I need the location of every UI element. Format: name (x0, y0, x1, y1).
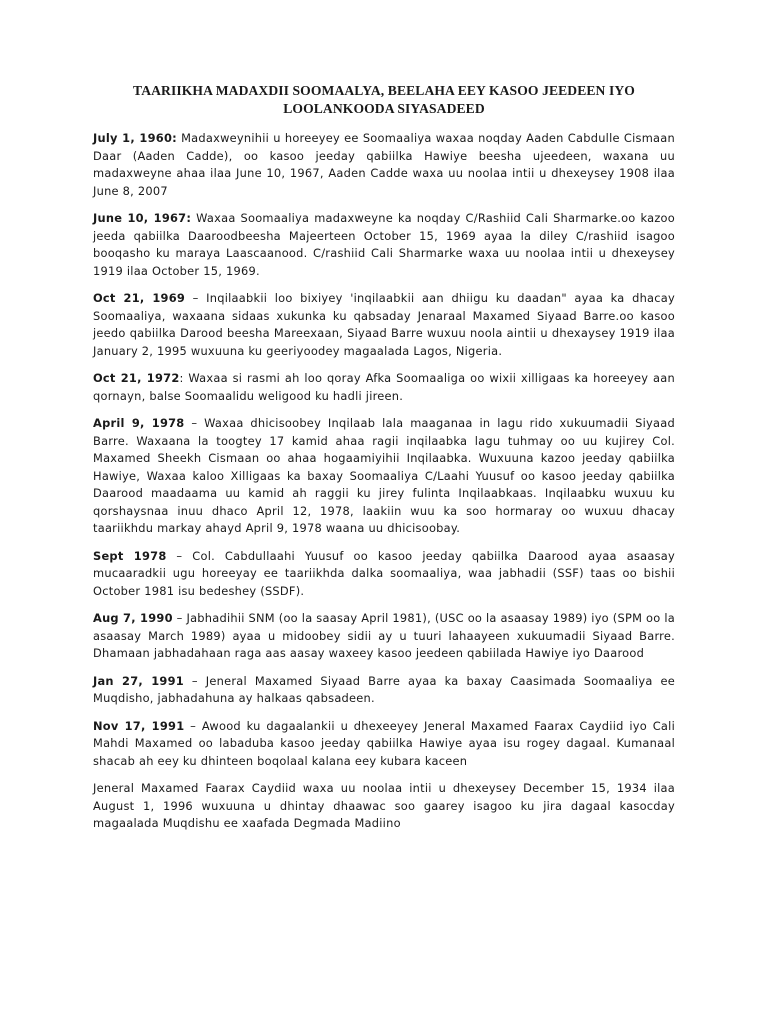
entry-text: – Awood ku dagaalankii u dhexeeyey Jeneral Maxamed Faarax Caydiid iyo Cali Mahdi Maxamed oo labaduba kasoo jeeday qabiilka Hawiye ayaa isu rogey dagaal. Kumanaal shacab ah eey ku dhinteen boqolaal kalana eey kubara kaceen (93, 718, 675, 768)
entry-text: Jeneral Maxamed Faarax Caydiid waxa uu noolaa intii u dhexeysey December 15, 1934 ilaa August 1, 1996 wuxuuna u dhintay dhaawac soo gaarey isagoo ku jira dagaal kasocday magaalada Muqdishu ee xaafada Degmada Madiino (93, 781, 675, 830)
entry-date: Oct 21, 1969 (93, 291, 186, 305)
document-title (93, 82, 675, 118)
document-page (93, 82, 675, 843)
entry-april-1978 (93, 415, 675, 538)
entry-jan-1991 (93, 673, 675, 708)
entry-text: – Jeneral Maxamed Siyaad Barre ayaa ka baxay Caasimada Soomaaliya ee Muqdisho, jabhadahuna ay halkaas qabsadeen. (93, 673, 675, 705)
entry-1960 (93, 130, 675, 200)
entry-text: – Inqilaabkii loo bixiyey 'inqilaabkii aan dhiigu ku daadan" ayaa ka dhacay Soomaaliya, waxaana sidaas xukunka ku qabsaday Jenaraal Maxamed Siyaad Barre.oo kasoo jeedo qabiilka Darood beesha Mareexaan, Siyaad Barre wuxuu noola aintii u dhexaysey 1919 ilaa January 2, 1995 wuxuuna ku geeriyoodey magaalada Lagos, Nigeria. (93, 291, 676, 358)
entry-sept-1978 (93, 548, 675, 601)
title-line-2: LOOLANKOODA SIYASADEED (283, 101, 485, 116)
entry-date: Oct 21, 1972 (93, 371, 180, 385)
entry-1972 (93, 370, 675, 405)
entry-nov-1991 (93, 718, 675, 771)
entry-date: April 9, 1978 (93, 416, 185, 430)
entry-date: Aug 7, 1990 (93, 611, 173, 625)
entry-text: – Col. Cabdullaahi Yuusuf oo kasoo jeeday qabiilka Daarood ayaa asaasay mucaaradkii ugu horeeyay ee taariikhda dalka soomaaliya, waa jabhadii (SSF) taas oo bishii October 1981 isu bedeshey (SSDF). (93, 548, 675, 598)
entry-1969 (93, 290, 675, 360)
entry-1967 (93, 210, 675, 280)
entry-text: : Waxaa si rasmi ah loo qoray Afka Soomaaliga oo wixii xilligaas ka horeeyey aan qornayn, balse Soomaalidu weligood ku hadli jireen. (93, 371, 675, 403)
entry-text: Madaxweynihii u horeeyey ee Soomaaliya waxaa noqday Aaden Cabdulle Cismaan Daar (Aaden Cadde), oo kasoo jeeday qabiilka Hawiye beesha ujeedeen, waxana uu madaxweyne ahaa ilaa June 10, 1967, Aaden Cadde waxa uu noolaa intii u dhexeysey 1908 ilaa June 8, 2007 (93, 131, 675, 198)
entry-1990 (93, 610, 675, 663)
entry-date: July 1, 1960: (93, 131, 177, 145)
entry-date: June 10, 1967: (93, 211, 192, 225)
entry-text: – Waxaa dhicisoobey Inqilaab lala maaganaa in lagu rido xukuumadii Siyaad Barre. Waxaana la toogtey 17 kamid ahaa ragii inqilaabka lagu tuhmay oo uu kujirey Col. Maxamed Sheekh Cismaan oo ahaa hogaamiyihii Inqilaabka. Wuxuuna kazoo jeeday qabiilka Hawiye, Waxaa kaloo Xilligaas ka baxay Soomaaliya C/Laahi Yuusuf oo kasoo jeeday qabiilka Daarood maadaama uu kamid ah raggii ku jirey fulinta Inqilaabkaas. Inqilaabku wuxuu ku qorshaysnaa inuu dhaco April 12, 1978, laakiin wuu ka soo hormaray oo wuxuu dhacay taariikhdu markay ahayd April 9, 1978 waana uu dhicisoobay. (93, 416, 675, 535)
entry-date: Jan 27, 1991 (93, 673, 184, 688)
entry-date: Sept 1978 (93, 548, 167, 563)
entry-caydiid-bio (93, 780, 675, 833)
entry-text: Waxaa Soomaaliya madaxweyne ka noqday C/Rashiid Cali Sharmarke.oo kazoo jeeda qabiilka Daaroodbeesha Majeerteen October 15, 1969 ayaa la diley C/rashiid isagoo booqasho ku maraya Laascaanood. C/rashiid Cali Sharmarke waxa uu noolaa intii u dhexeysey 1919 ilaa October 15, 1969. (93, 211, 675, 278)
title-line-1: TAARIIKHA MADAXDII SOOMAALYA, BEELAHA EEY KASOO JEEDEEN IYO (133, 83, 635, 98)
entry-text: – Jabhadihii SNM (oo la saasay April 1981), (USC oo la asaasay 1989) iyo (SPM oo la asaasay March 1989) ayaa u midoobey sidii ay u tuuri lahaayeen xukuumadii Siyaad Barre. Dhamaan jabhadahaan raga aas aasay waxeey kasoo jeedeen qabiilada Hawiye iyo Daarood (93, 611, 676, 660)
entry-date: Nov 17, 1991 (93, 718, 185, 733)
